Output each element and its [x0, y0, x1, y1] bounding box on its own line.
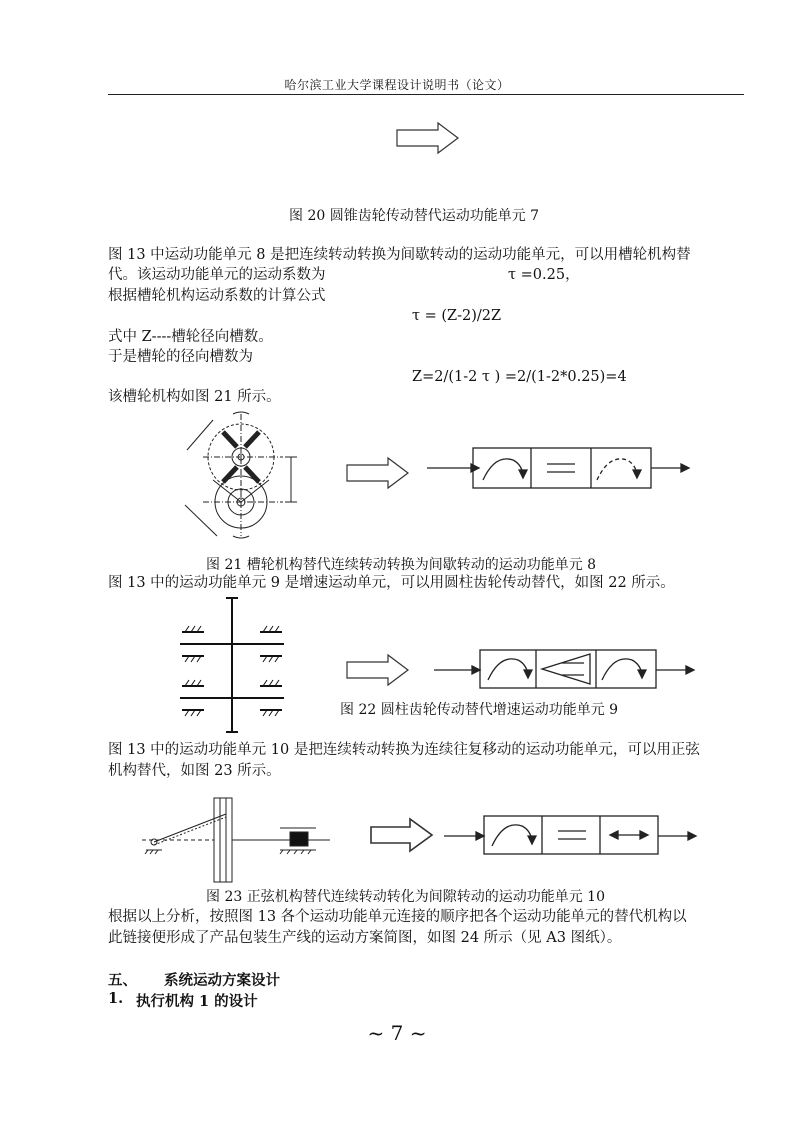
- fig21-function-block-diagram: [425, 444, 695, 492]
- paragraph-line: 图 13 中的运动功能单元 9 是增速运动单元，可以用圆柱齿轮传动替代，如图 22 所示。: [108, 575, 675, 591]
- fig23-function-block-diagram: [442, 812, 704, 858]
- formula-tau: τ = (Z-2)/2Z: [412, 308, 502, 324]
- paragraph-line: 图 13 中运动功能单元 8 是把连续转动转换为间歇转动的运动功能单元，可以用槽轮机构替: [108, 247, 691, 263]
- fig21-hollow-arrow-icon: [346, 457, 410, 489]
- paragraph-line: 代。该运动功能单元的运动系数为: [108, 267, 326, 283]
- paragraph-line: 该槽轮机构如图 21 所示。: [108, 389, 281, 405]
- paragraph-line: 机构替代，如图 23 所示。: [108, 763, 281, 779]
- subsection-number: 1.: [108, 990, 124, 1007]
- paragraph-line: 图 13 中的运动功能单元 10 是把连续转动转换为连续往复移动的运动功能单元，可以用正弦: [108, 742, 700, 758]
- fig21-caption: 图 21 槽轮机构替代连续转动转换为间歇转动的运动功能单元 8: [206, 557, 597, 573]
- fig22-hollow-arrow-icon: [346, 654, 410, 686]
- page-number: ~ 7 ~: [367, 1021, 427, 1045]
- fig22-caption: 图 22 圆柱齿轮传动替代增速运动功能单元 9: [340, 702, 619, 718]
- fig23-caption: 图 23 正弦机构替代连续转动转化为间隙转动的运动功能单元 10: [206, 889, 605, 905]
- paragraph-line: 根据槽轮机构运动系数的计算公式: [108, 288, 326, 304]
- sine-mechanism-drawing: [140, 796, 340, 884]
- section-number: 五、: [108, 972, 137, 989]
- geneva-mechanism-drawing: [183, 410, 303, 540]
- subsection-title: 执行机构 1 的设计: [136, 993, 258, 1010]
- paragraph-line: 于是槽轮的径向槽数为: [108, 349, 253, 365]
- paragraph-line: 式中 Z----槽轮径向槽数。: [108, 329, 273, 345]
- fig23-hollow-arrow-icon: [370, 818, 434, 852]
- fig20-caption: 图 20 圆锥齿轮传动替代运动功能单元 7: [289, 208, 540, 224]
- header-rule: [108, 94, 744, 95]
- fig20-hollow-arrow-icon: [396, 122, 460, 154]
- tau-value: τ =0.25，: [508, 267, 580, 283]
- gear-train-schematic: [176, 596, 288, 734]
- paragraph-line: 根据以上分析，按照图 13 各个运动功能单元连接的顺序把各个运动功能单元的替代机构以: [108, 909, 687, 925]
- fig22-function-block-diagram: [432, 646, 700, 692]
- section-title: 系统运动方案设计: [164, 972, 280, 989]
- page-header: 哈尔滨工业大学课程设计说明书（论文）: [284, 78, 510, 92]
- formula-z: Z=2/(1-2 τ ) =2/(1-2*0.25)=4: [412, 369, 627, 385]
- paragraph-line: 此链接便形成了产品包装生产线的运动方案简图，如图 24 所示（见 A3 图纸）。: [108, 930, 622, 946]
